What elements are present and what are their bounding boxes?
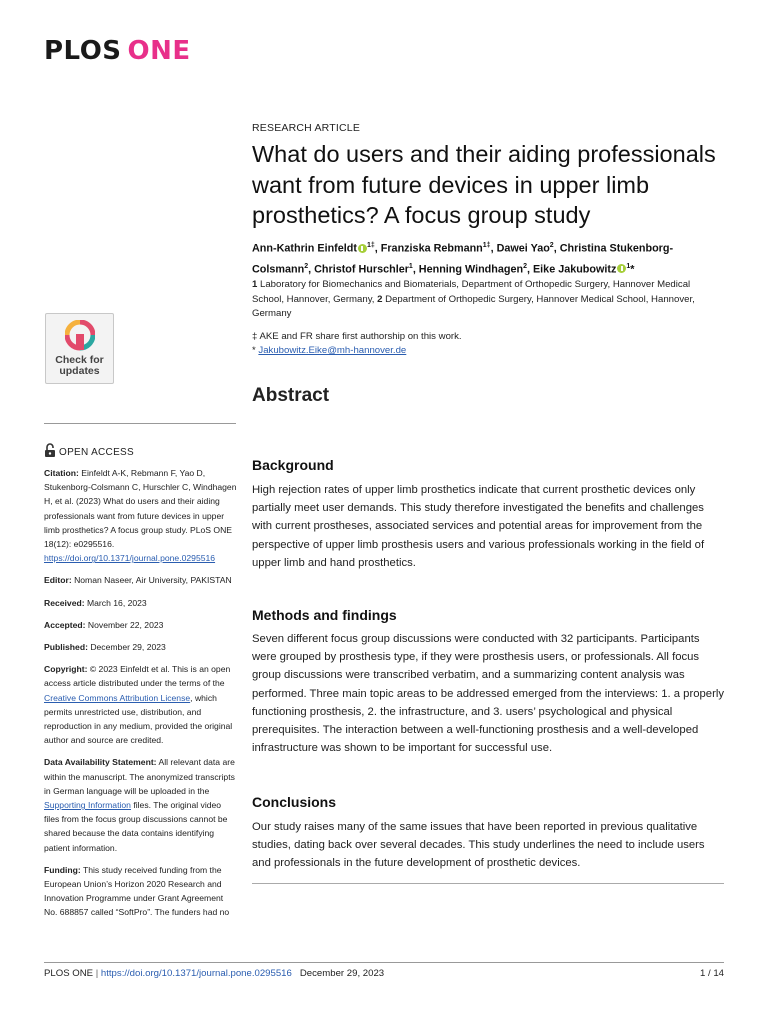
open-lock-icon <box>44 443 56 457</box>
footer-rule <box>44 962 724 963</box>
received-date: March 16, 2023 <box>84 597 147 608</box>
data-availability-block <box>44 755 238 854</box>
copyright-text-end: , which permits unrestricted use, distribution, and reproduction in any medium, provided the original author and source are credited. <box>44 692 233 746</box>
background-heading: Background <box>252 457 334 473</box>
background-text: High rejection rates of upper limb prosthetics indicate that current prosthetic devices only partially meet user demands. This study therefore investigated the benefits and challenges with current prostheses, associated services and potential areas for improvement from the perspective of upper limb prosthesis users and various professionals working in the field of upper limb and hand prosthetics. <box>252 484 705 569</box>
funding-text: This study received funding from the European Union’s Horizon 2020 Research and Innovation Programme under Grant Agreement No. 688857 called “SoftPro”. The funders had no <box>44 864 230 918</box>
check-line1: Check for <box>55 354 104 366</box>
logo-plos: PLOS <box>44 36 122 66</box>
editor-text: Noman Naseer, Air University, PAKISTAN <box>71 575 232 586</box>
citation-label: Citation: <box>44 468 79 478</box>
abstract-bottom-rule <box>252 883 724 884</box>
open-access-label: OPEN ACCESS <box>59 447 134 458</box>
open-access-badge <box>44 443 134 458</box>
author-name[interactable]: , Dawei Yao <box>490 242 550 255</box>
author-name[interactable]: , Franziska Rebmann <box>374 242 483 255</box>
author-name[interactable]: Ann-Kathrin Einfeldt <box>252 242 357 255</box>
copyright-block <box>44 662 238 747</box>
affil-text: Department of Orthopedic Surgery, Hannover Medical School, Hannover, Germany <box>252 293 695 319</box>
corresponding-author-note <box>252 344 722 358</box>
conclusions-text: Our study raises many of the same issues that have been reported in previous qualitative studies, dating back over several decades. This study underlines the need to include users and professionals in the future development of prosthetic devices. <box>252 821 705 870</box>
received-label: Received: <box>44 597 85 608</box>
author-affil: 1 <box>408 262 413 270</box>
accepted-date: November 22, 2023 <box>85 619 164 630</box>
journal-logo <box>44 38 191 64</box>
page-footer <box>44 968 384 979</box>
received-block <box>44 596 238 610</box>
page-number: 1 / 14 <box>699 968 724 979</box>
funding-block <box>44 863 238 920</box>
sidebar-divider <box>44 423 236 424</box>
crossmark-icon <box>65 320 95 352</box>
affil-number: 2 <box>377 293 383 305</box>
published-block <box>44 640 238 654</box>
author-name[interactable]: , Christof Hurschler <box>308 263 409 276</box>
citation-text: Einfeldt A-K, Rebmann F, Yao D, Stukenborg-Colsmann C, Hurschler C, Windhagen H, et al. (2023) What do users and their aiding professionals want from future devices in upper limb prosthetics? A focus group study. PLoS ONE 18(12): e0295516. <box>44 468 237 550</box>
published-date: December 29, 2023 <box>87 642 166 653</box>
article-metadata-sidebar <box>44 466 238 928</box>
editor-block <box>44 573 238 587</box>
author-notes <box>252 330 722 358</box>
author-affil: 2 <box>523 262 527 270</box>
author-affil: 2 <box>304 262 309 270</box>
affiliations <box>252 278 722 322</box>
article-type: RESEARCH ARTICLE <box>252 122 361 134</box>
accepted-label: Accepted: <box>44 619 86 630</box>
citation-block <box>44 466 238 565</box>
editor-label: Editor: <box>44 575 72 586</box>
data-availability-text-end: files. The original video files from the focus group discussions cannot be shared because the data contains identifying patient information. <box>44 800 228 853</box>
corresponding-prefix: * <box>252 345 259 356</box>
accepted-block <box>44 618 238 632</box>
corresponding-email-link[interactable]: Jakubowitz.Eike@mh-hannover.de <box>258 345 407 356</box>
funding-label: Funding: <box>44 864 81 875</box>
check-for-updates-label <box>46 355 113 377</box>
citation-doi-link[interactable]: https://doi.org/10.1371/journal.pone.0295516 <box>44 553 216 564</box>
supporting-info-link[interactable]: Supporting Information <box>44 800 131 811</box>
author-list <box>252 237 722 278</box>
author-name[interactable]: , Eike Jakubowitz <box>526 263 617 276</box>
author-name[interactable]: , Henning Windhagen <box>412 263 524 276</box>
data-availability-text: All relevant data are within the manuscript. The anonymized transcripts in German language will be uploaded in the <box>44 757 235 796</box>
footer-date: December 29, 2023 <box>299 968 385 979</box>
shared-authorship-note: ‡ AKE and FR share first authorship on this work. <box>252 331 462 342</box>
author-affil: 2 <box>549 242 554 249</box>
author-affil: 1 <box>626 262 631 270</box>
check-line2: updates <box>59 365 100 377</box>
footer-journal: PLOS ONE <box>44 968 94 979</box>
methods-text: Seven different focus group discussions were conducted with 32 participants. Participants were grouped by prosthesis type, if they were prosthesis users, or professionals. All focus group discussions were transcribed verbatim, and a summarizing content analysis was performed. Three main topic areas to be addressed emerged from the interviews: 1. a properly functioning prosthesis, 2. the infrastructure, and 3. users’ psychological and physical prerequisites. The interaction between a well-functioning prosthesis and a well-developed infrastructure was shown to be important for successful use. <box>252 633 724 755</box>
abstract-heading: Abstract <box>252 385 330 406</box>
article-title: What do users and their aiding professionals want from future devices in upper limb prosthetics? A focus group study <box>252 141 716 228</box>
footer-doi-link[interactable]: https://doi.org/10.1371/journal.pone.0295516 <box>100 968 292 979</box>
orcid-icon[interactable] <box>617 264 626 273</box>
data-availability-label: Data Availability Statement: <box>44 757 157 768</box>
footer-separator: | <box>93 968 101 979</box>
affil-number: 1 <box>252 279 258 290</box>
corresponding-mark: * <box>630 263 635 276</box>
license-link[interactable]: Creative Commons Attribution License <box>44 692 191 703</box>
methods-heading: Methods and findings <box>252 607 397 623</box>
author-affil: 1‡ <box>482 242 491 249</box>
copyright-text: © 2023 Einfeldt et al. This is an open access article distributed under the terms of the <box>44 664 231 689</box>
logo-one: ONE <box>127 36 191 66</box>
orcid-icon[interactable] <box>358 244 367 253</box>
author-name[interactable]: , Christina Stukenborg-Colsmann <box>252 242 674 276</box>
check-for-updates-button[interactable] <box>45 313 114 384</box>
published-label: Published: <box>44 642 88 653</box>
conclusions-heading: Conclusions <box>252 794 337 810</box>
copyright-label: Copyright: <box>44 664 88 675</box>
author-affil: 1‡ <box>366 242 375 249</box>
affil-text: Laboratory for Biomechanics and Biomaterials, Department of Orthopedic Surgery, Hannover Medical School, Hannover, Germany, <box>252 279 691 305</box>
